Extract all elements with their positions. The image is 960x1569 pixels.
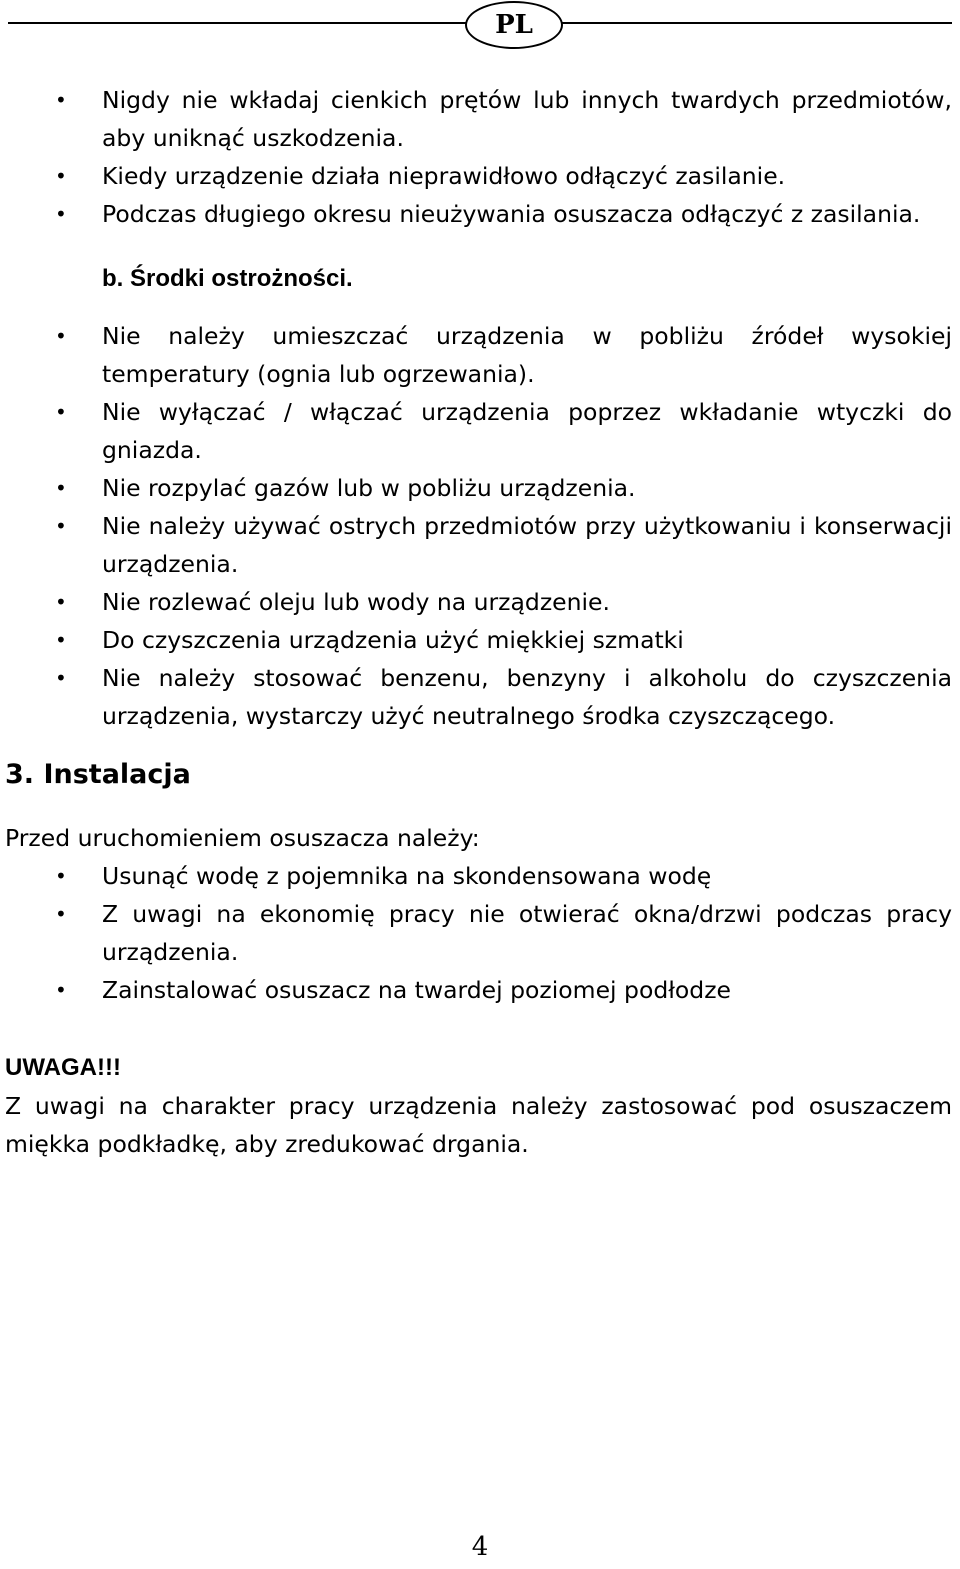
bullet-icon: • xyxy=(55,164,67,188)
list-item-text: Nie rozlewać oleju lub wody na urządzenie. xyxy=(102,588,610,616)
page-number: 4 xyxy=(471,1532,489,1562)
list-item xyxy=(5,469,952,507)
page-content xyxy=(5,81,952,1163)
bullet-icon: • xyxy=(55,476,67,500)
list-item-text: Nie rozpylać gazów lub w pobliżu urządzenia. xyxy=(102,474,636,502)
list-item xyxy=(5,971,952,1009)
list-item xyxy=(5,857,952,895)
bullet-icon: • xyxy=(55,400,67,424)
subsection-heading: b. Środki ostrożności. xyxy=(102,265,353,292)
list-item-text: Z uwagi na ekonomię pracy nie otwierać okna/drzwi podczas pracy urządzenia. xyxy=(102,900,952,966)
section-intro: Przed uruchomieniem osuszacza należy: xyxy=(5,824,480,852)
top-bullet-list xyxy=(5,81,952,233)
language-badge: PL xyxy=(465,1,563,49)
bullet-icon: • xyxy=(55,902,67,926)
list-item-text: Nie należy używać ostrych przedmiotów przy użytkowaniu i konserwacji urządzenia. xyxy=(102,512,952,578)
list-item xyxy=(5,81,952,157)
section-heading: 3. Instalacja xyxy=(5,759,191,790)
bullet-icon: • xyxy=(55,324,67,348)
list-item-text: Nie wyłączać / włączać urządzenia poprzez wkładanie wtyczki do gniazda. xyxy=(102,398,952,464)
list-item xyxy=(5,393,952,469)
bullet-icon: • xyxy=(55,590,67,614)
warning-heading: UWAGA!!! xyxy=(5,1054,121,1081)
list-item xyxy=(5,157,952,195)
list-item xyxy=(5,507,952,583)
bullet-icon: • xyxy=(55,514,67,538)
list-item-text: Do czyszczenia urządzenia użyć miękkiej szmatki xyxy=(102,626,684,654)
list-item xyxy=(5,317,952,393)
bullet-icon: • xyxy=(55,864,67,888)
installation-list xyxy=(5,857,952,1009)
warning-text: Z uwagi na charakter pracy urządzenia należy zastosować pod osuszaczem miękka podkładkę, aby zredukować drgania. xyxy=(5,1092,952,1158)
bullet-icon: • xyxy=(55,666,67,690)
bullet-icon: • xyxy=(55,202,67,226)
list-item-text: Usunąć wodę z pojemnika na skondensowana wodę xyxy=(102,862,712,890)
list-item xyxy=(5,895,952,971)
list-item-text: Nie należy umieszczać urządzenia w pobliżu źródeł wysokiej temperatury (ognia lub ogrzewania). xyxy=(102,322,952,388)
list-item-text: Zainstalować osuszacz na twardej poziomej podłodze xyxy=(102,976,732,1004)
list-item-text: Podczas długiego okresu nieużywania osuszacza odłączyć z zasilania. xyxy=(102,200,921,228)
list-item xyxy=(5,583,952,621)
list-item xyxy=(5,195,952,233)
bullet-icon: • xyxy=(55,88,67,112)
bullet-icon: • xyxy=(55,628,67,652)
list-item xyxy=(5,621,952,659)
list-item-text: Nie należy stosować benzenu, benzyny i alkoholu do czyszczenia urządzenia, wystarczy użyć neutralnego środka czyszczącego. xyxy=(102,664,952,730)
list-item-text: Kiedy urządzenie działa nieprawidłowo odłączyć zasilanie. xyxy=(102,162,786,190)
precautions-list xyxy=(5,317,952,735)
bullet-icon: • xyxy=(55,978,67,1002)
list-item xyxy=(5,659,952,735)
list-item-text: Nigdy nie wkładaj cienkich prętów lub innych twardych przedmiotów, aby uniknąć uszkodzenia. xyxy=(102,86,952,152)
